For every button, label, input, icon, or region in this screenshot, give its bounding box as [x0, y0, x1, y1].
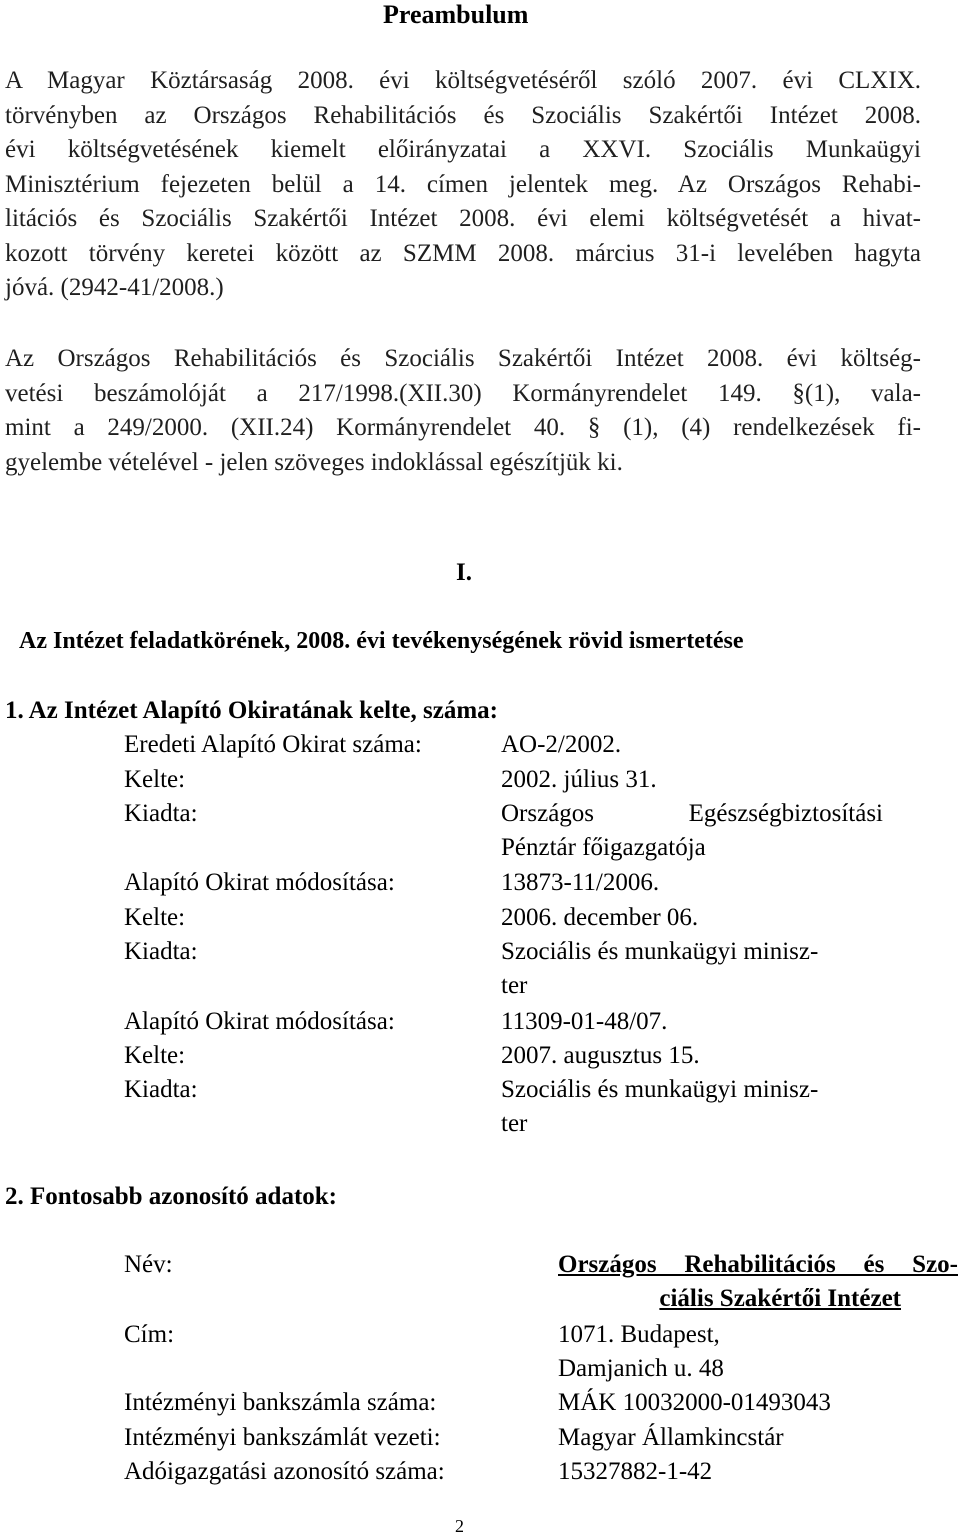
row-value: 15327882-1-42: [558, 1458, 713, 1485]
row-value-line: Országos Rehabilitációs és Szo-: [558, 1251, 958, 1278]
text-line: törvényben az Országos Rehabilitációs és Szociális Szakértői Intézet 2008.: [5, 101, 921, 129]
row-value: [501, 797, 883, 865]
text-line: litációs és Szociális Szakértői Intézet 2008. évi elemi költségvetését a hivat-: [5, 205, 921, 232]
row-label: Kiadta:: [124, 938, 198, 965]
row-label: Alapító Okirat módosítása:: [124, 869, 395, 896]
section-title: Az Intézet feladatkörének, 2008. évi tevékenységének rövid ismertetése: [19, 628, 744, 654]
row-label: Alapító Okirat módosítása:: [124, 1008, 395, 1035]
row-label: Kelte:: [124, 1042, 186, 1069]
row-label: Intézményi bankszámlát vezeti:: [124, 1424, 441, 1451]
text-line: Az Országos Rehabilitációs és Szociális Szakértői Intézet 2008. évi költség-: [5, 345, 921, 372]
row-label: Intézményi bankszámla száma:: [124, 1389, 437, 1416]
row-label: Cím:: [124, 1321, 175, 1348]
row-label: Eredeti Alapító Okirat száma:: [124, 731, 422, 758]
text-line: gyelembe vételével - jelen szöveges indoklással egészítjük ki.: [5, 448, 623, 476]
preamble-paragraph-1: [5, 64, 921, 306]
row-label: Kelte:: [124, 766, 186, 793]
text-line: kozott törvény keretei között az SZMM 2008. március 31-i levelében hagyta: [5, 239, 921, 267]
institution-name: [558, 1248, 958, 1316]
page-heading: Preambulum: [383, 0, 529, 29]
row-label: Adóigazgatási azonosító száma:: [124, 1458, 445, 1485]
row-label: Kiadta:: [124, 1076, 198, 1103]
text-line: mint a 249/2000. (XII.24) Kormányrendelet 40. § (1), (4) rendelkezések fi-: [5, 414, 921, 441]
row-value-line: Pénztár főigazgatója: [501, 834, 706, 861]
row-value-line: ter: [501, 1110, 528, 1137]
row-value: 2002. július 31.: [501, 766, 657, 793]
preamble-paragraph-2: [5, 342, 921, 480]
row-value-line: Damjanich u. 48: [558, 1355, 724, 1382]
row-value: AO-2/2002.: [501, 731, 622, 758]
row-value: 13873-11/2006.: [501, 869, 660, 896]
text-line: A Magyar Köztársaság 2008. évi költségvetéséről szóló 2007. évi CLXIX.: [5, 67, 921, 94]
row-value: MÁK 10032000-01493043: [558, 1389, 831, 1416]
row-value: 2006. december 06.: [501, 904, 699, 931]
row-value: Magyar Államkincstár: [558, 1424, 784, 1451]
row-value: [501, 1073, 818, 1141]
row-value: [558, 1318, 724, 1386]
section-number: I.: [456, 559, 472, 586]
row-value: 2007. augusztus 15.: [501, 1042, 700, 1069]
row-value-line: ter: [501, 972, 528, 999]
text-line: vetési beszámolóját a 217/1998.(XII.30) Kormányrendelet 149. §(1), vala-: [5, 379, 921, 407]
row-value: 11309-01-48/07.: [501, 1008, 668, 1035]
row-value-line: Szociális és munkaügyi minisz-: [501, 1076, 819, 1103]
item-2-title: 2. Fontosabb azonosító adatok:: [5, 1183, 337, 1210]
page-number: 2: [455, 1516, 464, 1536]
row-value-line: 1071. Budapest,: [558, 1321, 720, 1348]
row-label: Kiadta:: [124, 800, 198, 827]
row-label: Kelte:: [124, 904, 186, 931]
item-1-title: 1. Az Intézet Alapító Okiratának kelte, száma:: [5, 697, 499, 724]
row-value: [501, 935, 818, 1003]
text-line: Minisztérium fejezeten belül a 14. címen jelentek meg. Az Országos Rehabi-: [5, 170, 921, 198]
row-label: Név:: [124, 1251, 173, 1278]
row-value-line: Szociális és munkaügyi minisz-: [501, 938, 819, 965]
text-line: évi költségvetésének kiemelt előirányzatai a XXVI. Szociális Munkaügyi: [5, 136, 921, 163]
row-value-line: Országos Egészségbiztosítási: [501, 800, 883, 827]
row-value-line: ciális Szakértői Intézet: [659, 1285, 901, 1312]
text-line: jóvá. (2942-41/2008.): [5, 274, 224, 301]
